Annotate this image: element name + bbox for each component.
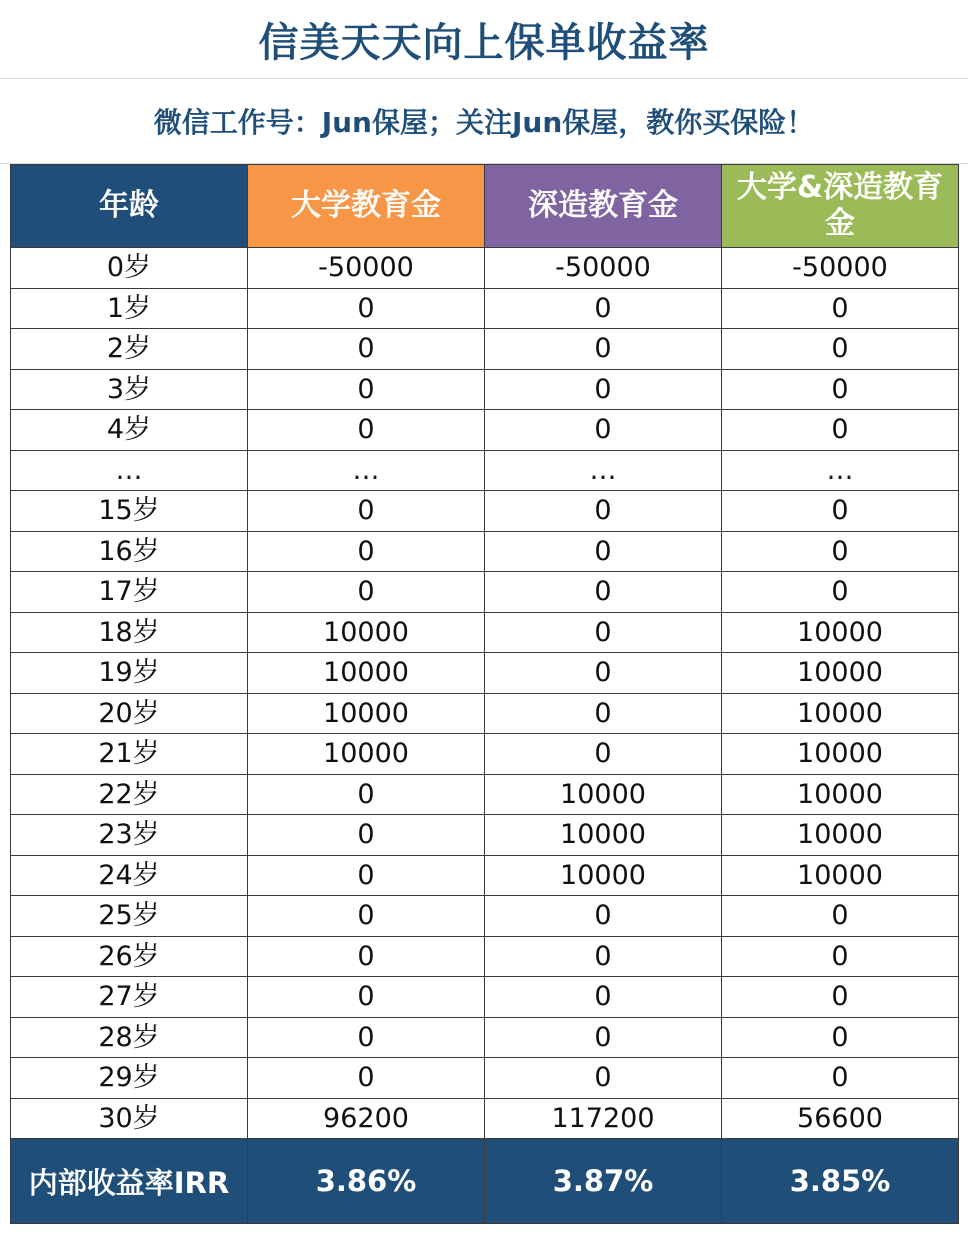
advanced-fund-cell: 10000 <box>485 855 722 896</box>
combined-fund-cell: 0 <box>722 1017 959 1058</box>
irr-university: 3.86% <box>248 1139 485 1224</box>
age-cell: 26岁 <box>11 936 248 977</box>
advanced-fund-cell: 0 <box>485 288 722 329</box>
advanced-fund-cell: 117200 <box>485 1098 722 1139</box>
combined-fund-cell: 0 <box>722 531 959 572</box>
table-row <box>11 936 959 977</box>
header-advanced-study-fund: 深造教育金 <box>485 165 722 248</box>
table-header <box>11 165 959 248</box>
age-cell: 20岁 <box>11 693 248 734</box>
combined-fund-cell: 0 <box>722 369 959 410</box>
age-cell: 19岁 <box>11 653 248 694</box>
university-fund-cell: 0 <box>248 896 485 937</box>
university-fund-cell: 0 <box>248 815 485 856</box>
page-subtitle: 微信工作号：Jun保屋；关注Jun保屋，教你买保险！ <box>0 79 968 164</box>
combined-fund-cell: 0 <box>722 329 959 370</box>
university-fund-cell: 0 <box>248 369 485 410</box>
table-row <box>11 612 959 653</box>
header-age: 年龄 <box>11 165 248 248</box>
advanced-fund-cell: … <box>485 450 722 491</box>
advanced-fund-cell: 0 <box>485 896 722 937</box>
advanced-fund-cell: 0 <box>485 612 722 653</box>
advanced-fund-cell: 0 <box>485 1058 722 1099</box>
table-row <box>11 450 959 491</box>
table-row <box>11 734 959 775</box>
irr-combined: 3.85% <box>722 1139 959 1224</box>
advanced-fund-cell: 10000 <box>485 815 722 856</box>
age-cell: … <box>11 450 248 491</box>
advanced-fund-cell: 0 <box>485 410 722 451</box>
irr-label: 内部收益率IRR <box>11 1139 248 1224</box>
advanced-fund-cell: 0 <box>485 572 722 613</box>
age-cell: 28岁 <box>11 1017 248 1058</box>
age-cell: 25岁 <box>11 896 248 937</box>
combined-fund-cell: 10000 <box>722 612 959 653</box>
combined-fund-cell: 10000 <box>722 774 959 815</box>
combined-fund-cell: 0 <box>722 491 959 532</box>
university-fund-cell: 0 <box>248 936 485 977</box>
combined-fund-cell: 56600 <box>722 1098 959 1139</box>
advanced-fund-cell: 0 <box>485 329 722 370</box>
age-cell: 30岁 <box>11 1098 248 1139</box>
table-row <box>11 1098 959 1139</box>
university-fund-cell: 10000 <box>248 734 485 775</box>
university-fund-cell: -50000 <box>248 248 485 289</box>
university-fund-cell: 0 <box>248 1058 485 1099</box>
university-fund-cell: 0 <box>248 288 485 329</box>
table-row <box>11 572 959 613</box>
university-fund-cell: 10000 <box>248 653 485 694</box>
university-fund-cell: 0 <box>248 855 485 896</box>
age-cell: 4岁 <box>11 410 248 451</box>
table-row <box>11 896 959 937</box>
university-fund-cell: 0 <box>248 491 485 532</box>
combined-fund-cell: 10000 <box>722 855 959 896</box>
table-row <box>11 531 959 572</box>
combined-fund-cell: 10000 <box>722 693 959 734</box>
table-row <box>11 815 959 856</box>
age-cell: 0岁 <box>11 248 248 289</box>
table-row <box>11 653 959 694</box>
age-cell: 24岁 <box>11 855 248 896</box>
university-fund-cell: 10000 <box>248 612 485 653</box>
table-row <box>11 491 959 532</box>
university-fund-cell: 0 <box>248 977 485 1018</box>
combined-fund-cell: -50000 <box>722 248 959 289</box>
advanced-fund-cell: 0 <box>485 1017 722 1058</box>
table-row <box>11 288 959 329</box>
age-cell: 27岁 <box>11 977 248 1018</box>
advanced-fund-cell: 0 <box>485 491 722 532</box>
header-combined-fund: 大学&深造教育金 <box>722 165 959 248</box>
age-cell: 15岁 <box>11 491 248 532</box>
university-fund-cell: 0 <box>248 774 485 815</box>
table-row <box>11 410 959 451</box>
age-cell: 1岁 <box>11 288 248 329</box>
age-cell: 23岁 <box>11 815 248 856</box>
combined-fund-cell: 0 <box>722 288 959 329</box>
table-row <box>11 329 959 370</box>
combined-fund-cell: 10000 <box>722 815 959 856</box>
table-row <box>11 1017 959 1058</box>
table-row <box>11 774 959 815</box>
advanced-fund-cell: 0 <box>485 734 722 775</box>
table-row <box>11 693 959 734</box>
university-fund-cell: 10000 <box>248 693 485 734</box>
university-fund-cell: 0 <box>248 572 485 613</box>
advanced-fund-cell: 0 <box>485 977 722 1018</box>
combined-fund-cell: 10000 <box>722 653 959 694</box>
table-body <box>11 248 959 1139</box>
advanced-fund-cell: 0 <box>485 653 722 694</box>
advanced-fund-cell: -50000 <box>485 248 722 289</box>
combined-fund-cell: 10000 <box>722 734 959 775</box>
combined-fund-cell: 0 <box>722 896 959 937</box>
header-row <box>11 165 959 248</box>
age-cell: 16岁 <box>11 531 248 572</box>
university-fund-cell: 0 <box>248 410 485 451</box>
table-row <box>11 248 959 289</box>
age-cell: 2岁 <box>11 329 248 370</box>
table-footer <box>11 1139 959 1224</box>
age-cell: 21岁 <box>11 734 248 775</box>
combined-fund-cell: … <box>722 450 959 491</box>
advanced-fund-cell: 0 <box>485 531 722 572</box>
combined-fund-cell: 0 <box>722 936 959 977</box>
table-row <box>11 1058 959 1099</box>
age-cell: 22岁 <box>11 774 248 815</box>
advanced-fund-cell: 10000 <box>485 774 722 815</box>
table-row <box>11 855 959 896</box>
table-row <box>11 369 959 410</box>
page-title: 信美天天向上保单收益率 <box>0 0 968 79</box>
age-cell: 3岁 <box>11 369 248 410</box>
irr-row <box>11 1139 959 1224</box>
age-cell: 18岁 <box>11 612 248 653</box>
combined-fund-cell: 0 <box>722 1058 959 1099</box>
combined-fund-cell: 0 <box>722 572 959 613</box>
combined-fund-cell: 0 <box>722 977 959 1018</box>
age-cell: 29岁 <box>11 1058 248 1099</box>
university-fund-cell: 0 <box>248 1017 485 1058</box>
header-university-fund: 大学教育金 <box>248 165 485 248</box>
table-row <box>11 977 959 1018</box>
age-cell: 17岁 <box>11 572 248 613</box>
university-fund-cell: 0 <box>248 329 485 370</box>
advanced-fund-cell: 0 <box>485 693 722 734</box>
university-fund-cell: 96200 <box>248 1098 485 1139</box>
irr-table <box>10 164 959 1224</box>
combined-fund-cell: 0 <box>722 410 959 451</box>
irr-advanced: 3.87% <box>485 1139 722 1224</box>
university-fund-cell: 0 <box>248 531 485 572</box>
advanced-fund-cell: 0 <box>485 369 722 410</box>
advanced-fund-cell: 0 <box>485 936 722 977</box>
university-fund-cell: … <box>248 450 485 491</box>
